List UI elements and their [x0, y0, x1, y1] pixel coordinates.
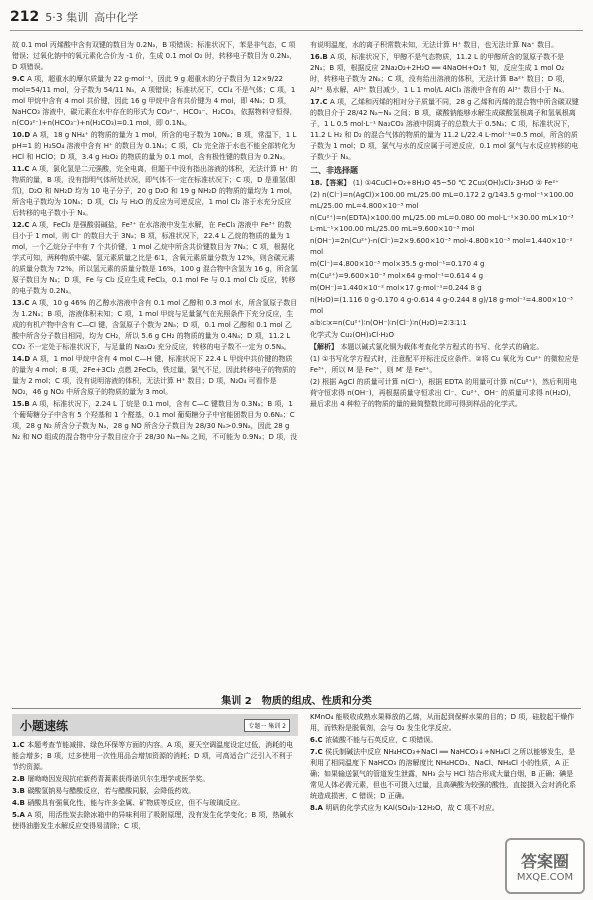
question-number: 4.B	[12, 799, 28, 807]
answer-paragraph	[310, 354, 580, 376]
answer-paragraph	[12, 40, 298, 73]
question-number: 2.B	[12, 775, 28, 783]
answer-text: n(Cu²⁺)=n(EDTA)×100.00 mL/25.00 mL=0.080 00 mol·L⁻¹×30.00 mL×10⁻³ L·mL⁻¹×100.00 mL/25.00 mL=9.600×10⁻³ mol	[310, 214, 574, 233]
answer-text: a∶b∶c∶x=n(Cu²⁺)∶n(OH⁻)∶n(Cl⁻)∶n(H₂O)=2∶3∶1∶1	[310, 319, 467, 327]
speed-practice-title: 小题速练	[20, 718, 69, 733]
logo-bottom-text: MXQE.COM	[516, 872, 574, 883]
answer-paragraph	[310, 747, 580, 802]
answer-text: 本题以碱式氯化铜为载体考查化学方程式的书写、化学式的确定。	[340, 343, 544, 351]
section-banner: 集训 2 物质的组成、性质和分类	[221, 695, 372, 707]
left-column	[12, 40, 298, 676]
answer-paragraph	[310, 318, 580, 329]
answer-paragraph	[12, 298, 298, 353]
answer-paragraph	[310, 190, 580, 212]
answer-text: n(H₂O)=(1.116 0 g-0.170 4 g-0.614 4 g-0.244 8 g)/18 g·mol⁻¹=4.800×10⁻³ mol	[310, 296, 573, 315]
answer-paragraph	[12, 798, 298, 809]
answer-text: n(OH⁻)=2n(Cu²⁺)-n(Cl⁻)=2×9.600×10⁻³ mol-4.800×10⁻³ mol=1.440×10⁻² mol	[310, 237, 573, 256]
answer-text: (1) ①4CuCl+O₂+8H₂O 45~50 ℃ 2Cu₂(OH)₂Cl₂·3H₂O ② Fe²⁺	[352, 179, 559, 187]
question-number: 11.C	[12, 165, 32, 173]
answer-paragraph	[12, 220, 298, 297]
header-divider	[10, 30, 583, 31]
answer-paragraph	[310, 283, 580, 294]
answer-paragraph	[310, 295, 580, 317]
question-number: 9.C	[12, 75, 28, 83]
answer-text: A 项，1 mol 甲烷中含有 4 mol C—H 键，标准状况下 22.4 L 甲烷中共价键的物质的量为 4 mol；B 项，2Fe+3Cl₂ 点燃 2FeCl₃，铁过量，氯气不足，因此转移电子的物质的量为 2 mol；C 项，没有说明溶液的体积，无法计算 H⁺ 数目；D 项，N₂O₄ 可看作是 NO₂，46 g NO₂ 中所含原子的物质的量为 3 mol。	[12, 355, 296, 396]
answer-text: A 项，用活性炭去除冰箱中的异味利用了吸附原理，没有发生化学变化；B 项，热碱水使得油脂发生水解反应变得易清除；C 项，	[12, 811, 294, 830]
answer-text: (2) n(Cl⁻)=n(AgCl)×100.00 mL/25.00 mL=0.172 2 g/143.5 g·mol⁻¹×100.00 mL/25.00 mL=4.800×10⁻³ mol	[310, 191, 574, 210]
answer-paragraph	[310, 712, 580, 734]
answer-paragraph	[310, 178, 580, 189]
answer-text: KMnO₄ 能吸收成熟水果释放的乙烯，从而起到保鲜水果的目的；D 项，硅胶起干燥作用，而铁粉是脱氧剂，会与 O₂ 发生化学反应。	[310, 713, 575, 732]
answer-text: 侯氏制碱法中反应 NH₄HCO₃+NaCl ══ NaHCO₃↓+NH₄Cl 之所以能够发生，是利用了相同温度下 NaHCO₃ 的溶解度比 NH₄HCO₃、NaCl、NH₄Cl 小的性质，A 正确；如果输送氯气的管道发生泄露，NH₃ 会与 HCl 结合形成大量白烟，B 正确；碘是常见人体必需元素，但也不可摄入过量，且高碘酸为较强的酸性，直接摄入会对消化系统造成损害，C 错误；D 正确。	[310, 748, 576, 800]
answer-text: A 项，乙烯和丙烯的相对分子质量不同，28 g 乙烯和丙烯的混合物中所含碳双键的数目介于 28/42 Nₐ~Nₐ 之间；B 项，碳酸钠能够水解生成碳酸氢根离子和氢氧根离子，1 L 0.5 mol·L⁻¹ Na₂CO₃ 溶液中阴离子的总数大于 0.5Nₐ；C 项，标准状况下，11.2 L H₂ 和 D₂ 的混合气体的物质的量为 11.2 L/22.4 L·mol⁻¹=0.5 mol，所含的质子数为 1 mol；D 项，氯气与水的反应属于可逆反应，0.1 mol 氯气与水反应转移的电子数少于 Nₐ。	[310, 98, 579, 161]
answer-paragraph	[12, 399, 298, 443]
answer-text: 本题考查节能减排、绿色环保等方面的内容。A 项，夏天空调温度设定过低，消耗的电能会增多；B 项，过多使用一次性用品会增加资源的消耗；D 项，可高适合广泛引入不利于节约资源。	[12, 741, 294, 771]
answer-paragraph	[12, 354, 298, 398]
answer-text: 硝酸具有强氧化性，能与许多金属、矿物质等反应，但不与玻璃反应。	[27, 799, 245, 807]
left-bottom-column	[12, 740, 298, 890]
question-number: 18.【答案】	[310, 179, 353, 187]
answer-paragraph	[310, 236, 580, 258]
answer-paragraph	[12, 164, 298, 219]
question-number: 5.A	[12, 811, 28, 819]
answer-paragraph	[12, 774, 298, 785]
site-logo	[505, 838, 585, 894]
answer-text: m(Cu²⁺)=9.600×10⁻³ mol×64 g·mol⁻¹=0.614 4 g	[310, 272, 484, 280]
answer-text: 碳酸氢钠易与醋酸反应，若与醋酸同服，会降低药效。	[27, 787, 196, 795]
speed-practice-box	[12, 714, 298, 736]
answer-paragraph	[310, 330, 580, 341]
answer-paragraph	[310, 271, 580, 282]
answer-text: (2) 根据 AgCl 的质量可计算 n(Cl⁻)，根据 EDTA 的用量可计算 n(Cu²⁺)，然后利用电荷守恒求得 n(OH⁻)，再根据质量守恒求出 Cl⁻、Cu²⁺、OH⁻ 的质量可求得 n(H₂O)，最后求出 4 种粒子的物质的量的最简整数比即可得到样品的化学式。	[310, 378, 578, 408]
answer-paragraph	[310, 259, 580, 270]
right-column	[310, 40, 580, 676]
question-number: 6.C	[310, 736, 326, 744]
answer-text: m(OH⁻)=1.440×10⁻² mol×17 g·mol⁻¹=0.244 8 g	[310, 284, 482, 292]
subject-label: 高中化学	[94, 11, 139, 24]
question-number: 14.D	[12, 355, 33, 363]
question-number: 15.B	[12, 400, 33, 408]
section-heading: 二、非选择题	[310, 166, 358, 175]
question-number: 13.C	[12, 299, 32, 307]
answer-paragraph	[12, 74, 298, 129]
answer-paragraph	[310, 377, 580, 410]
answer-text: A 项，超重水的摩尔质量为 22 g·mol⁻¹，因此 9 g 超重水的分子数目为 12×9/22 mol=54/11 mol，分子数为 54/11 Nₐ，A 项错误；标准状况下，CCl₄ 不是气体；C 项，1 mol 甲烷中含有 4 mol 共价键，因此 16 g 甲烷中含有共价键为 4 mol，即 4Nₐ；D 项，NaHCO₃ 溶液中，碳元素在水中存在的形式为 CO₃²⁻、HCO₃⁻、H₂CO₃，依据物料守恒得，n(CO₃²⁻)+n(HCO₃⁻)+n(H₂CO₃)=0.1 mol，即 0.1Nₐ。	[12, 75, 297, 127]
answer-text: A 项，10 g 46% 的乙醇水溶液中含有 0.1 mol 乙醇和 0.3 mol 水，所含氢原子数目为 1.2Nₐ；B 项，溶液体积未知；C 项，1 mol 甲烷与足量氯气在光照条件下充分反应，生成的有机产物中含有 C—Cl 键，含氢原子个数为 2Nₐ；D 项，0.1 mol 乙醇和 0.1 mol 乙酸中所含分子数目相同，均为 CH₂，所以 5.6 g CH₂ 的物质的量为 0.4Nₐ；D 项，11.2 L CO₂ 不一定处于标准状况下，与足量的 Na₂O₂ 充分反应，转移的电子数不一定为 0.5Nₐ。	[12, 299, 298, 351]
answer-text: 有说明温度，水的离子积常数未知，无法计算 H⁺ 数目，也无法计算 Na⁺ 数目。	[310, 41, 559, 49]
question-number: 1.C	[12, 741, 28, 749]
answer-text: 浓硫酸不能与石英反应，C 项错误。	[325, 736, 438, 744]
answer-paragraph	[12, 130, 298, 163]
question-number: 12.C	[12, 221, 32, 229]
answer-text: A 项，18 g NH₄⁺ 的物质的量为 1 mol，所含的电子数为 10Nₐ；B 项，常温下，1 L pH=1 的 H₂SO₄ 溶液中含有 H⁺ 的数目为 0.1Nₐ；C 项，Cl₂ 完全溶于水也不能全部转化为 HCl 和 HClO；D 项，3.4 g H₂O₂ 的物质的量为 0.1 mol，含有极性键的数目为 0.2Nₐ。	[12, 131, 297, 161]
answer-text: 明矾的化学式应为 KAl(SO₄)₂·12H₂O，故 C 项不对应。	[325, 804, 499, 812]
answer-paragraph	[310, 213, 580, 235]
logo-top-text: 答案圈	[520, 852, 569, 871]
question-number: 10.D	[12, 131, 33, 139]
answer-text: 故 0.1 mol 丙烯酸中含有双键的数目为 0.2Nₐ，B 项错误；标准状况下，苯是非气态，C 项错误；过氧化钠中的氧元素化合价为 -1 价，生成 0.1 mol O₂ 时，转移电子数目为 0.2Nₐ，D 项错误。	[12, 41, 297, 71]
answer-paragraph	[310, 40, 580, 51]
book-title: 5·3 集训	[45, 11, 89, 24]
answer-text: A 项，标准状况下，甲醇不是气态物质，11.2 L 的甲醇所含的氢原子数不是 2Nₐ；B 项，根据反应 2Na₂O₂+2H₂O ══ 4NaOH+O₂↑ 知，反应生成 1 mol O₂ 时，转移电子数为 2Nₐ；C 项，没有给出溶液的体积，无法计算 Ba²⁺ 数目；D 项，Al³⁺ 易水解，Al³⁺ 数目减少，1 L 1 mol/L AlCl₃ 溶液中含有的 Al³⁺ 数目小于 Nₐ。	[310, 53, 570, 94]
question-number: 3.B	[12, 787, 28, 795]
answer-text: 化学式为 Cu₂(OH)₃Cl·H₂O	[310, 331, 395, 339]
answer-paragraph	[12, 786, 298, 797]
answer-text: m(Cl⁻)=4.800×10⁻³ mol×35.5 g·mol⁻¹=0.170 4 g	[310, 260, 485, 268]
answer-paragraph	[310, 97, 580, 163]
speed-practice-tag: 专题一 集训 2	[244, 719, 290, 732]
answer-paragraph	[12, 810, 298, 832]
page-number: 212	[10, 9, 40, 25]
question-number: 16.B	[310, 53, 331, 61]
banner-divider	[12, 708, 581, 709]
answer-text: A 项，FeCl₃ 是强酸弱碱盐，Fe³⁺ 在水溶液中发生水解，在 FeCl₃ 溶液中 Fe³⁺ 的数目小于 1 mol，则 Cl⁻ 的数目大于 3Nₐ；B 项，标准状况下，22.4 L 乙烷的物质的量为 1 mol，一个乙烷分子中有 7 个共价键，1 mol 乙烷中所含共价键数目为 7Nₐ；C 项，根据化学式可知，两种物质中碳、氢元素质量之比是 6∶1，含氧元素质量分数为 12%，则含碳元素的质量分数为 72%，所以氢元素的质量分数是 16%，100 g 混合物中含氢为 16 g，所含氢原子数目为 Nₐ；D 项，Fe 与 Cl₂ 反应生成 FeCl₃，0.1 mol Fe 与 0.1 mol Cl₂ 反应，转移的电子数为 0.2Nₐ。	[12, 221, 298, 295]
answer-text: (1) ①书写化学方程式时，注意配平并标注反应条件。②将 Cu 氧化为 Cu²⁺ 的微粒应是 Fe³⁺，所以 M 是 Fe³⁺，则 M′ 是 Fe²⁺。	[310, 355, 579, 374]
question-number: 7.C	[310, 748, 326, 756]
answer-paragraph	[310, 803, 580, 814]
page-header	[10, 6, 583, 28]
question-number: 【解析】	[310, 343, 341, 351]
answer-paragraph	[310, 735, 580, 746]
answer-text: A 项，氯化氢是二元强酸，完全电离，但题干中没有指出溶液的体积，无法计算 H⁺ 的物质的量，B 项，没有指明气体所处状况，即气体不一定在标准状况下；C 项，D 是重氢(即氘)，D₂O 和 NH₂D 均为 10 电子分子，20 g D₂O 和 19 g NH₂D 的物质的量均为 1 mol，所含电子数均为 10Nₐ；D 项，Cl₂ 与 H₂O 的反应为可逆反应，1 mol Cl₂ 溶于水充分反应后转移的电子数小于 Nₐ。	[12, 165, 298, 217]
question-number: 8.A	[310, 804, 326, 812]
question-number: 17.C	[310, 98, 330, 106]
answer-paragraph	[310, 52, 580, 96]
answer-paragraph	[310, 342, 580, 353]
answer-paragraph	[12, 740, 298, 773]
answer-text: 屠呦呦因发现抗疟新药青蒿素获得诺贝尔生理学或医学奖。	[27, 775, 210, 783]
answer-text: A 项，标准状况下，2.24 L 丁烷是 0.1 mol，含有 C—C 键数目为 0.3Nₐ；B 项，1 个葡萄糖分子中含有 5 个羟基和 1 个醛基，0.1 mol 葡萄糖分子中官能团数目为 0.6Nₐ；C 项，28 g N₂ 所含分子数为 Nₐ，28 g NO 所含分子数目为 28/30 Nₐ>0.9Nₐ，因此 28 g N₂ 和 NO 组成的混合物中分子数目应介于 28/30 Nₐ~Nₐ 之间，不可能为 0.9Nₐ；D 项，没	[12, 400, 298, 441]
